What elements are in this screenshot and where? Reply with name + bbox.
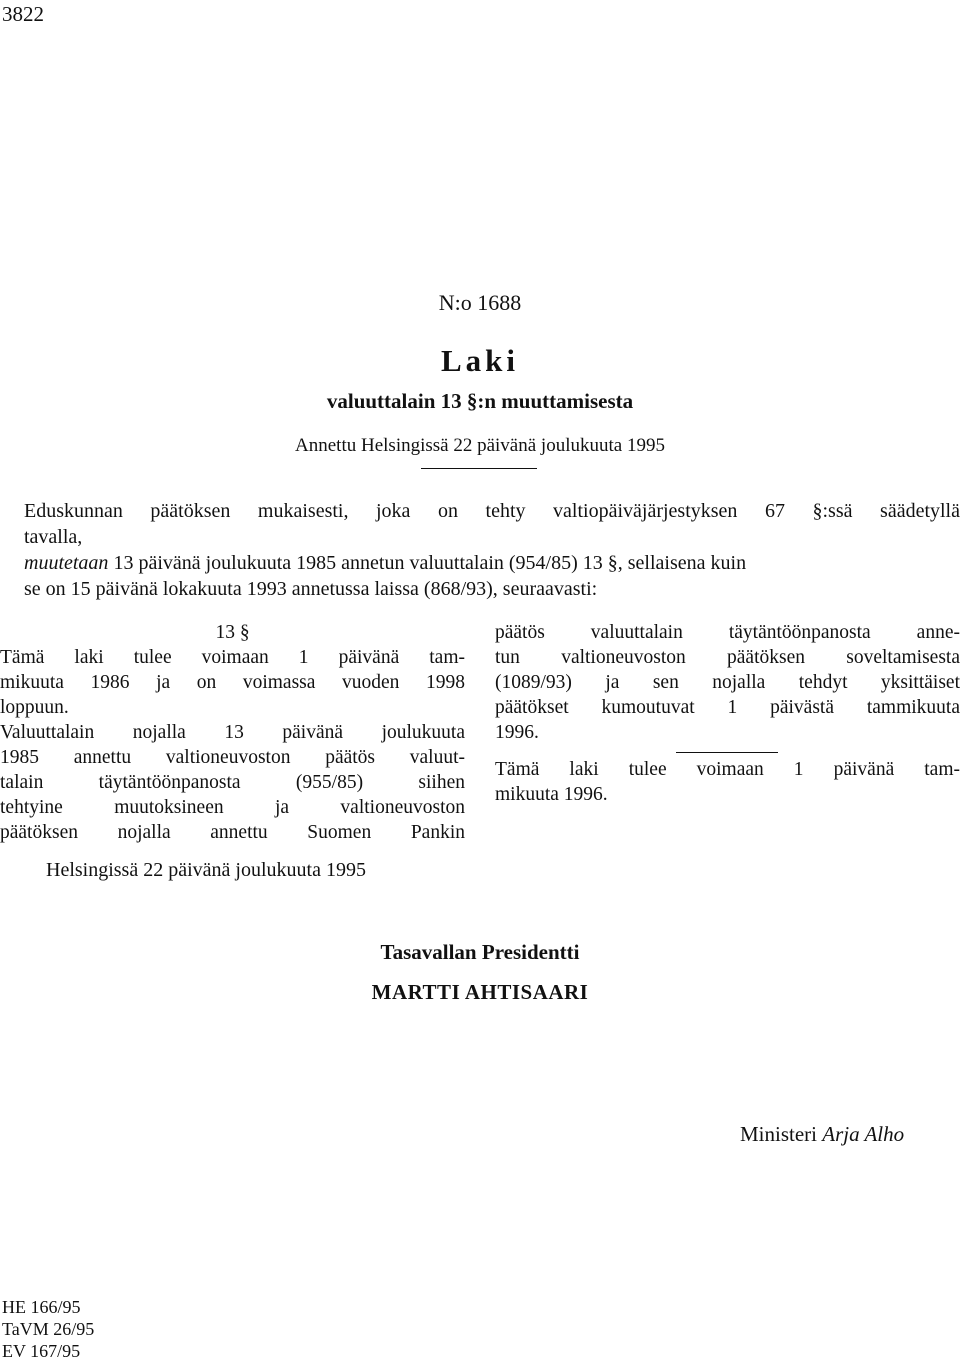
left-line: 1985 annettu valtioneuvoston päätös valuut-	[0, 747, 465, 768]
law-subtitle: valuuttalain 13 §:n muuttamisesta	[326, 389, 634, 413]
spacer	[495, 745, 960, 757]
enactment-date: Annettu Helsingissä 22 päivänä joulukuuta 1995	[295, 435, 665, 456]
page-number: 3822	[2, 2, 44, 26]
signing-place-date: Helsingissä 22 päivänä joulukuuta 1995	[46, 859, 366, 881]
minister-name: Arja Alho	[822, 1122, 905, 1146]
left-line: loppuun.	[0, 697, 69, 718]
left-line: päätöksen nojalla annettu Suomen Pankin	[0, 822, 465, 843]
minister-signature	[740, 1122, 904, 1147]
reference: EV 167/95	[2, 1341, 81, 1361]
left-line: tehtyine muutoksineen ja valtioneuvoston	[0, 797, 465, 818]
preamble-line-4: se on 15 päivänä lokakuuta 1993 annetussa laissa (868/93), seuraavasti:	[24, 578, 598, 600]
left-line: mikuuta 1986 ja on voimassa vuoden 1998	[0, 672, 465, 693]
right-line: 1996.	[495, 722, 539, 743]
preamble-line-3	[24, 550, 960, 576]
entry-into-force-line: mikuuta 1996.	[495, 784, 608, 805]
right-column	[495, 620, 960, 807]
right-line: päätökset kumoutuvat 1 päivästä tammikuuta	[495, 697, 960, 718]
preamble-amend-verb: muutetaan	[24, 552, 109, 574]
right-line: päätös valuuttalain täytäntöönpanosta anne-	[495, 622, 960, 643]
header-divider	[421, 468, 537, 469]
preamble-line-1: Eduskunnan päätöksen mukaisesti, joka on tehty valtiopäiväjärjestyksen 67 §:ssä säädetyllä	[24, 500, 960, 522]
president-name: MARTTI AHTISAARI	[371, 980, 589, 1004]
entry-into-force-line: Tämä laki tulee voimaan 1 päivänä tam-	[495, 759, 960, 780]
right-line: tun valtioneuvoston päätöksen soveltamisesta	[495, 647, 960, 668]
president-title: Tasavallan Presidentti	[380, 940, 580, 964]
preamble-line-3-rest: 13 päivänä joulukuuta 1985 annetun valuuttalain (954/85) 13 §, sellaisena kuin	[108, 552, 747, 574]
minister-title: Ministeri	[740, 1122, 817, 1146]
law-number: N:o 1688	[438, 290, 522, 315]
preamble-line-2: tavalla,	[24, 526, 83, 548]
left-line: Tämä laki tulee voimaan 1 päivänä tam-	[0, 647, 465, 668]
left-column	[0, 620, 465, 845]
left-line: talain täytäntöönpanosta (955/85) siihen	[0, 772, 465, 793]
law-title: Laki	[440, 343, 520, 378]
section-heading: 13 §	[215, 622, 250, 643]
reference: TaVM 26/95	[2, 1319, 95, 1339]
column-divider	[676, 752, 778, 753]
left-line: Valuuttalain nojalla 13 päivänä joulukuuta	[0, 722, 465, 743]
right-line: (1089/93) ja sen nojalla tehdyt yksittäiset	[495, 672, 960, 693]
references	[2, 1296, 94, 1362]
reference: HE 166/95	[2, 1297, 81, 1317]
preamble	[24, 498, 960, 602]
